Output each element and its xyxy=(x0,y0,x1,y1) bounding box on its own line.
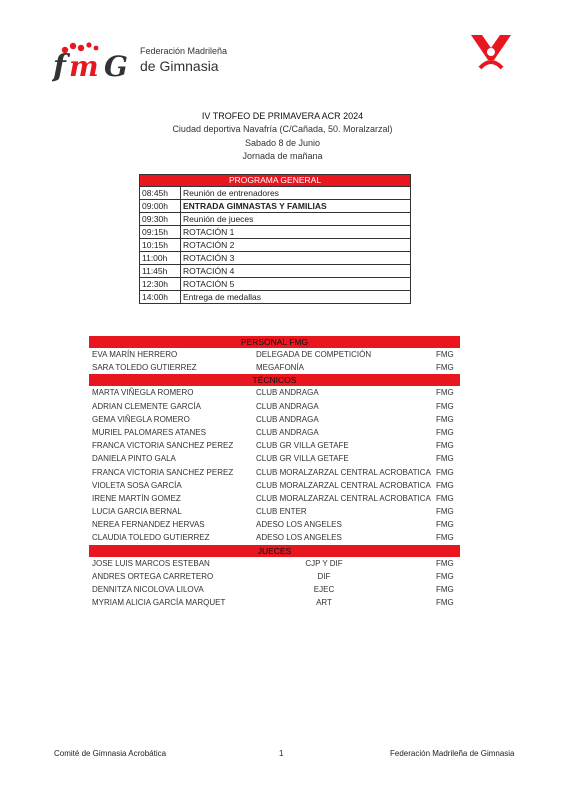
staff-row xyxy=(89,466,460,479)
svg-text:G: G xyxy=(104,50,128,82)
staff-name: ANDRES ORTEGA CARRETERO xyxy=(92,571,214,581)
staff-name: SARA TOLEDO GUTIERREZ xyxy=(92,363,197,373)
staff-role: CLUB ANDRAGA xyxy=(256,388,319,398)
svg-text:m: m xyxy=(69,50,99,82)
staff-role: CLUB ANDRAGA xyxy=(256,414,319,424)
programa-row xyxy=(140,265,411,278)
staff-org: FMG xyxy=(436,520,454,530)
staff-name: DANIELA PINTO GALA xyxy=(92,454,176,464)
event-session: Jornada de mañana xyxy=(242,151,323,161)
staff-row xyxy=(89,570,460,583)
staff-row xyxy=(89,505,460,518)
staff-role: ART xyxy=(316,598,332,608)
staff-org: FMG xyxy=(436,388,454,398)
staff-org: FMG xyxy=(436,480,454,490)
programa-row xyxy=(140,252,411,265)
staff-org: FMG xyxy=(436,533,454,543)
page-number: 1 xyxy=(279,749,284,758)
staff-role: MEGAFONÍA xyxy=(256,363,305,373)
programa-row xyxy=(140,213,411,226)
staff-row xyxy=(89,531,460,544)
staff-role: CLUB ANDRAGA xyxy=(256,427,319,437)
programa-activity: ROTACIÓN 2 xyxy=(181,239,411,252)
staff-role: ADESO LOS ANGELES xyxy=(256,533,342,543)
staff-org: FMG xyxy=(436,585,454,594)
programa-row xyxy=(140,226,411,239)
staff-role: CLUB ENTER xyxy=(256,507,307,517)
org-name-line2: de Gimnasia xyxy=(140,58,219,74)
staff-name: EVA MARÍN HERRERO xyxy=(92,350,178,359)
staff-row xyxy=(89,348,460,361)
staff-role: ADESO LOS ANGELES xyxy=(256,520,342,530)
staff-row xyxy=(89,439,460,452)
csd-logo-icon xyxy=(468,32,514,72)
personal-heading: PERSONAL FMG xyxy=(89,336,460,348)
staff-role: CLUB MORALZARZAL CENTRAL ACROBATICA xyxy=(256,493,431,503)
staff-org: FMG xyxy=(436,507,454,517)
programa-row xyxy=(140,291,411,304)
staff-role: CLUB MORALZARZAL CENTRAL ACROBATICA xyxy=(256,480,431,490)
programa-activity: Reunión de jueces xyxy=(181,213,411,226)
staff-name: MYRIAM ALICIA GARCÍA MARQUET xyxy=(92,598,226,608)
staff-row xyxy=(89,426,460,439)
staff-row xyxy=(89,386,460,399)
staff-row xyxy=(89,518,460,531)
staff-row xyxy=(89,492,460,505)
programa-activity: Reunión de entrenadores xyxy=(181,187,411,200)
fmg-logo-mark xyxy=(52,38,136,82)
programa-table xyxy=(139,174,411,304)
programa-row xyxy=(140,187,411,200)
staff-row xyxy=(89,452,460,465)
staff-name: VIOLETA SOSA GARCÍA xyxy=(92,480,182,490)
programa-time: 11:00h xyxy=(140,252,181,265)
staff-list xyxy=(89,336,460,609)
tecnicos-heading: TÉCNICOS xyxy=(89,374,460,386)
staff-name: FRANCA VICTORIA SANCHEZ PEREZ xyxy=(92,441,234,451)
staff-name: LUCIA GARCIA BERNAL xyxy=(92,507,182,517)
staff-row xyxy=(89,583,460,596)
staff-row xyxy=(89,413,460,426)
org-name-line1: Federación Madrileña xyxy=(140,46,228,56)
programa-time: 11:45h xyxy=(140,265,181,278)
staff-role: DELEGADA DE COMPETICIÓN xyxy=(256,350,372,359)
staff-org: FMG xyxy=(436,454,454,464)
programa-row xyxy=(140,239,411,252)
staff-name: ADRIAN CLEMENTE GARCÍA xyxy=(92,401,201,411)
programa-row xyxy=(140,200,411,213)
programa-time: 08:45h xyxy=(140,187,181,200)
fmg-logo xyxy=(52,38,228,82)
programa-time: 09:00h xyxy=(140,200,181,213)
staff-row xyxy=(89,400,460,413)
staff-row xyxy=(89,361,460,374)
staff-role: DIF xyxy=(317,571,331,581)
programa-activity: ROTACIÓN 3 xyxy=(181,252,411,265)
staff-org: FMG xyxy=(436,598,454,608)
svg-text:f: f xyxy=(53,49,66,82)
staff-name: MURIEL PALOMARES ATANES xyxy=(92,427,206,437)
staff-row xyxy=(89,479,460,492)
staff-org: FMG xyxy=(436,558,454,568)
event-date: Sabado 8 de Junio xyxy=(244,138,321,148)
staff-name: NEREA FERNANDEZ HERVAS xyxy=(92,520,205,530)
staff-name: MARTA VIÑEGLA ROMERO xyxy=(92,388,194,398)
staff-org: FMG xyxy=(436,467,454,477)
staff-row xyxy=(89,557,460,570)
programa-activity: ROTACIÓN 4 xyxy=(181,265,411,278)
programa-heading: PROGRAMA GENERAL xyxy=(140,175,411,187)
staff-row xyxy=(89,596,460,609)
staff-role: CLUB MORALZARZAL CENTRAL ACROBATICA xyxy=(256,467,431,477)
staff-org: FMG xyxy=(436,363,454,373)
jueces-heading: JUECES xyxy=(89,545,460,557)
staff-name: CLAUDIA TOLEDO GUTIERREZ xyxy=(92,533,210,543)
programa-time: 14:00h xyxy=(140,291,181,304)
staff-name: GEMA VIÑEGLA ROMERO xyxy=(92,414,190,424)
staff-role: CJP Y DIF xyxy=(305,558,343,568)
staff-name: DENNITZA NICOLOVA LILOVA xyxy=(92,585,204,594)
staff-org: FMG xyxy=(436,414,454,424)
programa-activity: ROTACIÓN 5 xyxy=(181,278,411,291)
programa-time: 12:30h xyxy=(140,278,181,291)
event-venue: Ciudad deportiva Navafría (C/Cañada, 50. Moralzarzal) xyxy=(172,124,393,134)
staff-org: FMG xyxy=(436,571,454,581)
staff-role: CLUB GR VILLA GETAFE xyxy=(256,441,349,451)
programa-time: 09:30h xyxy=(140,213,181,226)
staff-org: FMG xyxy=(436,427,454,437)
event-title: IV TROFEO DE PRIMAVERA ACR 2024 xyxy=(201,111,364,121)
programa-activity: ENTRADA GIMNASTAS Y FAMILIAS xyxy=(181,200,411,213)
programa-activity: Entrega de medallas xyxy=(181,291,411,304)
staff-name: JOSE LUIS MARCOS ESTEBAN xyxy=(92,558,210,568)
staff-name: IRENE MARTÍN GOMEZ xyxy=(92,493,181,503)
staff-org: FMG xyxy=(436,441,454,451)
staff-org: FMG xyxy=(436,493,454,503)
programa-time: 09:15h xyxy=(140,226,181,239)
programa-activity: ROTACIÓN 1 xyxy=(181,226,411,239)
programa-row xyxy=(140,278,411,291)
programa-time: 10:15h xyxy=(140,239,181,252)
staff-role: CLUB GR VILLA GETAFE xyxy=(256,454,349,464)
staff-org: FMG xyxy=(436,401,454,411)
footer-committee: Comité de Gimnasia Acrobática xyxy=(54,749,167,758)
staff-name: FRANCA VICTORIA SANCHEZ PEREZ xyxy=(92,467,234,477)
staff-role: CLUB ANDRAGA xyxy=(256,401,319,411)
staff-org: FMG xyxy=(436,350,454,359)
staff-role: EJEC xyxy=(313,585,335,594)
footer-federation: Federación Madrileña de Gimnasia xyxy=(390,749,515,758)
